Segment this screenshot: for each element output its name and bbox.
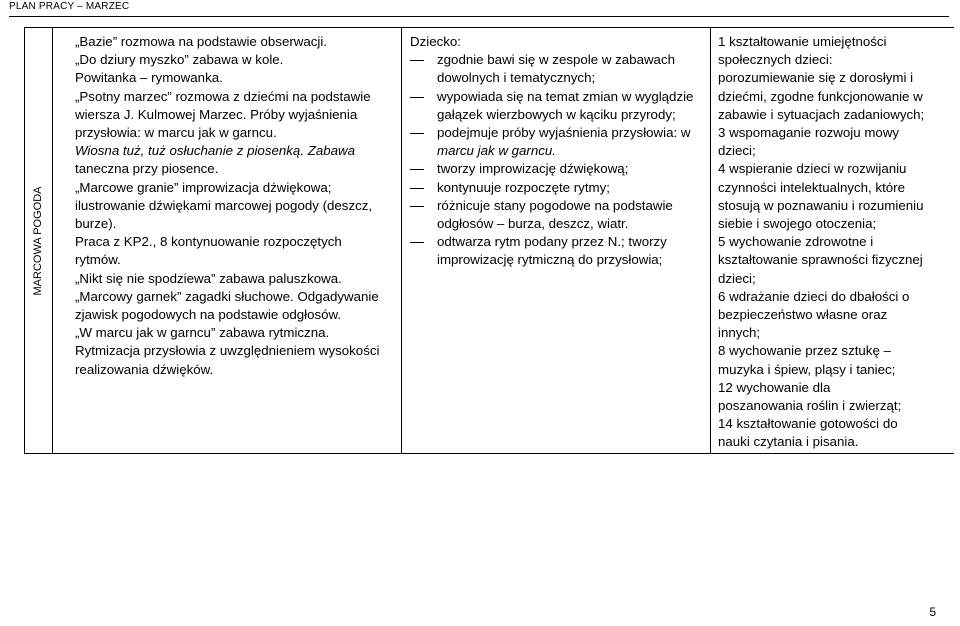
goal-line: 1 kształtowanie umiejętności	[718, 34, 887, 49]
outcome-item-continued: gałązek wierzbowych w kąciku przyrody;	[437, 106, 676, 122]
activity-line: „Nikt się nie spodziewa” zabawa paluszkowa.	[75, 270, 342, 286]
goal-line: 12 wychowanie dla	[718, 379, 831, 395]
outcome-item: zgodnie bawi się w zespole w zabawach	[410, 51, 710, 69]
outcomes-heading: Dziecko:	[410, 34, 461, 49]
goal-line: bezpieczeństwo własne oraz	[718, 307, 888, 323]
topic-label-cell	[24, 28, 52, 453]
goal-line: dzieci;	[718, 270, 756, 286]
activity-line: „Psotny marzec” rozmowa z dziećmi na podstawie	[75, 88, 371, 104]
activity-line: „Marcowy garnek” zagadki słuchowe. Odgadywanie	[75, 288, 379, 304]
goal-line: kształtowanie sprawności fizycznej	[718, 252, 923, 268]
outcome-item-continued: odgłosów – burza, deszcz, wiatr.	[437, 216, 629, 232]
outcome-item-continued: marcu jak w garncu.	[437, 143, 556, 159]
outcomes-column	[410, 33, 710, 270]
outcome-item-continued: improwizację rytmiczną do przysłowia;	[437, 252, 663, 268]
outcome-item: podejmuje próby wyjaśnienia przysłowia: w	[410, 124, 710, 142]
goal-line: 6 wdrażanie dzieci do dbałości o	[718, 288, 910, 304]
topic-label: MARCOWA POGODA	[32, 186, 44, 295]
goal-line: siebie i swojego otoczenia;	[718, 216, 877, 232]
activity-line: „Do dziury myszko” zabawa w kole.	[75, 52, 284, 68]
activity-line: Powitanka – rymowanka.	[75, 70, 223, 86]
activity-line: „Marcowe granie” improwizacja dźwiękowa;	[75, 179, 332, 195]
goal-line: zabawie i sytuacjach zadaniowych;	[718, 106, 925, 122]
dash-bullet-icon	[410, 133, 424, 134]
goal-line: innych;	[718, 325, 761, 341]
activity-line: Praca z KP2., 8 kontynuowanie rozpoczętych	[75, 234, 342, 250]
dash-bullet-icon	[410, 169, 424, 170]
plan-table	[24, 27, 954, 454]
page-header	[9, 0, 949, 17]
outcome-item: różnicuje stany pogodowe na podstawie	[410, 197, 710, 215]
dash-bullet-icon	[410, 97, 424, 98]
goal-line: 4 wspieranie dzieci w rozwijaniu	[718, 161, 907, 177]
goal-line: porozumiewanie się z dorosłymi i	[718, 70, 914, 86]
goal-line: poszanowania roślin i zwierząt;	[718, 398, 902, 414]
goal-line: 3 wspomaganie rozwoju mowy	[718, 125, 900, 141]
goal-line: 8 wychowanie przez sztukę –	[718, 343, 891, 359]
outcome-item: wypowiada się na temat zmian w wyglądzie	[410, 88, 710, 106]
activity-line: Rytmizacja przysłowia z uwzględnieniem wysokości	[75, 343, 380, 359]
table-divider-3	[710, 28, 711, 453]
goal-line: dzieci;	[718, 143, 756, 159]
outcome-item-continued: dowolnych i tematycznych;	[437, 70, 596, 86]
activity-line: rytmów.	[75, 252, 121, 268]
outcome-item: tworzy improwizację dźwiękową;	[410, 160, 710, 178]
activity-line: zjawisk pogodowych na podstawie odgłosów.	[75, 307, 342, 323]
page-number: 5	[929, 605, 936, 619]
activity-line: Wiosna tuż, tuż osłuchanie z piosenką. Zabawa	[75, 143, 356, 159]
activity-line: wiersza J. Kulmowej Marzec. Próby wyjaśnienia	[75, 106, 358, 122]
dash-bullet-icon	[410, 188, 424, 189]
dash-bullet-icon	[410, 242, 424, 243]
dash-bullet-icon	[410, 60, 424, 61]
table-divider-1	[52, 28, 53, 453]
goal-line: społecznych dzieci:	[718, 52, 833, 68]
goal-line: czynności intelektualnych, które	[718, 179, 905, 195]
goal-line: stosują w poznawaniu i rozumieniu	[718, 197, 924, 213]
goal-line: 5 wychowanie zdrowotne i	[718, 234, 874, 250]
dash-bullet-icon	[410, 206, 424, 207]
activity-line: taneczna przy piosence.	[75, 161, 219, 177]
activity-line: ilustrowanie dźwiękami marcowej pogody (deszcz,	[75, 197, 373, 213]
goal-line: 14 kształtowanie gotowości do	[718, 416, 898, 432]
goals-column	[718, 33, 950, 452]
goal-line: dziećmi, zgodne funkcjonowanie w	[718, 88, 923, 104]
goal-line: nauki czytania i pisania.	[718, 434, 859, 450]
header-title: PLAN PRACY – MARZEC	[9, 1, 130, 12]
activity-line: „Bazie” rozmowa na podstawie obserwacji.	[75, 34, 328, 49]
activity-line: „W marcu jak w garncu” zabawa rytmiczna.	[75, 325, 330, 341]
outcome-item: kontynuuje rozpoczęte rytmy;	[410, 179, 710, 197]
activities-column	[75, 33, 405, 379]
activity-line: burze).	[75, 216, 117, 232]
outcome-item: odtwarza rytm podany przez N.; tworzy	[410, 233, 710, 251]
goal-line: muzyka i śpiew, pląsy i taniec;	[718, 361, 896, 377]
activity-line: przysłowia: w marcu jak w garncu.	[75, 125, 277, 141]
activity-line: realizowania dźwięków.	[75, 361, 214, 377]
